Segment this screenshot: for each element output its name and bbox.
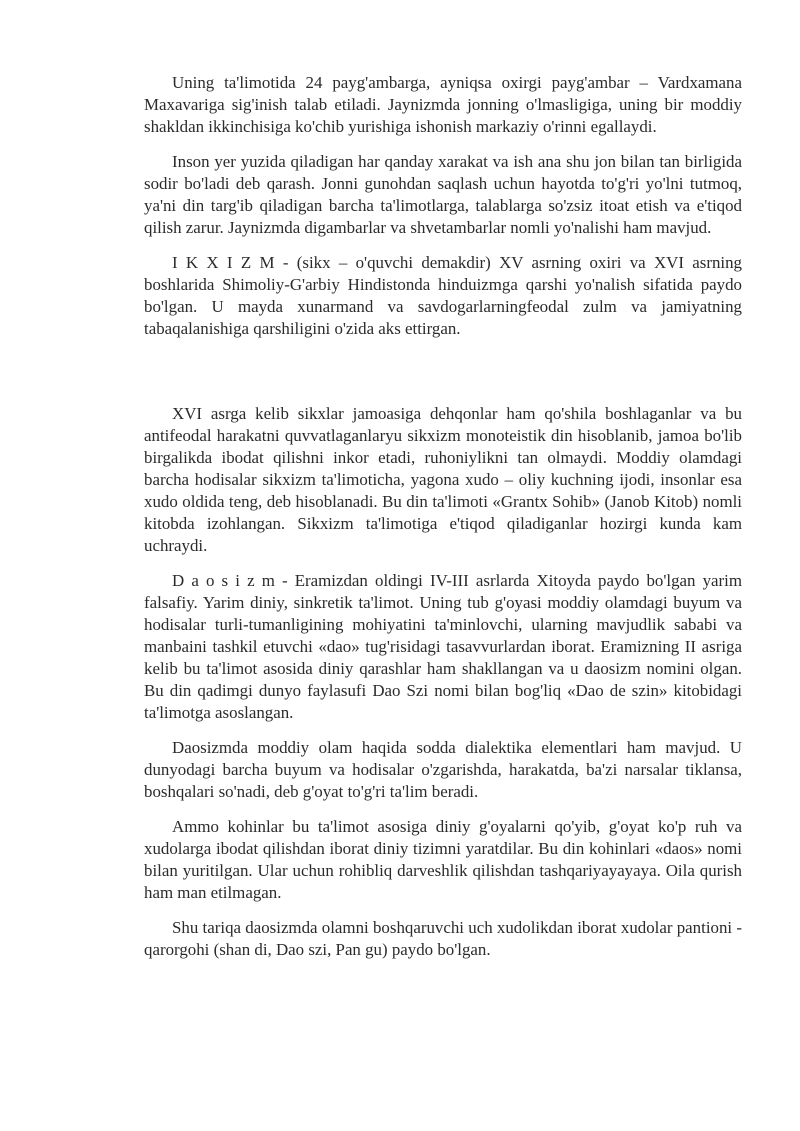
paragraph-sikxizm-intro: I K X I Z M - (sikx – o'quvchi demakdir) XV asrning oxiri va XVI asrning boshlarida Shimoliy-G'arbiy Hindistonda hinduizmga qarshi yo'nalish sifatida paydo bo'lgan. U mayda xunarmand va savdogarlarningfeodal zulm va jamiyatning tabaqalanishiga qarshiligini o'zida aks ettirgan.	[144, 253, 742, 338]
paragraph-sikxizm-doctrine: XVI asrga kelib sikxlar jamoasiga dehqonlar ham qo'shila boshlaganlar va bu antifeodal harakatni quvvatlaganlaryu sikxizm monoteistik din hisoblanib, jamoa bo'lib birgalikda ibodat qilishni inkor etadi, ruhoniylikni tan olmaydi. Moddiy olamdagi barcha hodisalar sikxizm ta'limoticha, yagona xudo – oliy kuchning ijodi, insonlar esa xudo oldida teng, deb hisoblanadi. Bu din ta'limoti «Grantx Sohib» (Janob Kitob) nomli kitobda izohlangan. Sikxizm ta'limotiga e'tiqod qiladiganlar hozirgi kunda kam uchraydi.	[144, 404, 742, 555]
paragraph-daosizm-dialectics: Daosizmda moddiy olam haqida sodda dialektika elementlari ham mavjud. U dunyodagi barcha buyum va hodisalar o'zgarishda, harakatda, ba'zi narsalar tiklansa, boshqalari so'nadi, deb g'oyat to'g'ri ta'lim beradi.	[144, 738, 742, 801]
paragraph-daosizm-pantheon: Shu tariqa daosizmda olamni boshqaruvchi uch xudolikdan iborat xudolar pantioni - qarorgohi (shan di, Dao szi, Pan gu) paydo bo'lgan.	[144, 918, 742, 959]
paragraph-daosizm-priests: Ammo kohinlar bu ta'limot asosiga diniy g'oyalarni qo'yib, g'oyat ko'p ruh va xudolarga ibodat qilishdan iborat diniy tizimni yaratdilar. Bu din kohinlari «daos» nomi bilan yuritilgan. Ular uchun rohibliq darveshlik qilishdan tashqariyayayaya. Oila qurish ham man etilmagan.	[144, 817, 742, 902]
paragraph-daosizm-intro: D a o s i z m - Eramizdan oldingi IV-III asrlarda Xitoyda paydo bo'lgan yarim falsafiy. Yarim diniy, sinkretik ta'limot. Uning tub g'oyasi moddiy olamdagi buyum va hodisalar turli-tumanligining mohiyatini ta'minlovchi, ularning mavjudlik sababi va manbaini tashkil etuvchi «dao» tug'risidagi tasavvurlardan iborat. Eramizning II asriga kelib bu ta'limot asosida diniy qarashlar ham shakllangan va u daosizm nomini olgan. Bu din qadimgi dunyo faylasufi Dao Szi nomi bilan bog'liq «Dao de szin» kitobidagi ta'limotga asoslangan.	[144, 571, 742, 722]
document-body	[144, 72, 742, 974]
paragraph-jaynizm-prophets: Uning ta'limotida 24 payg'ambarga, ayniqsa oxirgi payg'ambar – Vardxamana Maxavariga sig'inish talab etiladi. Jaynizmda jonning o'lmasligiga, uning bir moddiy shakldan ikkinchisiga ko'chib yurishiga ishonish markaziy o'rinni egallaydi.	[144, 73, 742, 136]
paragraph-gap	[144, 353, 742, 403]
paragraph-jaynizm-soul: Inson yer yuzida qiladigan har qanday xarakat va ish ana shu jon bilan tan birligida sodir bo'ladi deb qarash. Jonni gunohdan saqlash uchun hayotda to'g'ri yo'lni tutmoq, ya'ni din targ'ib qiladigan barcha ta'limotlarga, talablarga so'zsiz itoat etish va e'tiqod qilish zarur. Jaynizmda digambarlar va shvetambarlar nomli yo'nalishi ham mavjud.	[144, 152, 742, 237]
